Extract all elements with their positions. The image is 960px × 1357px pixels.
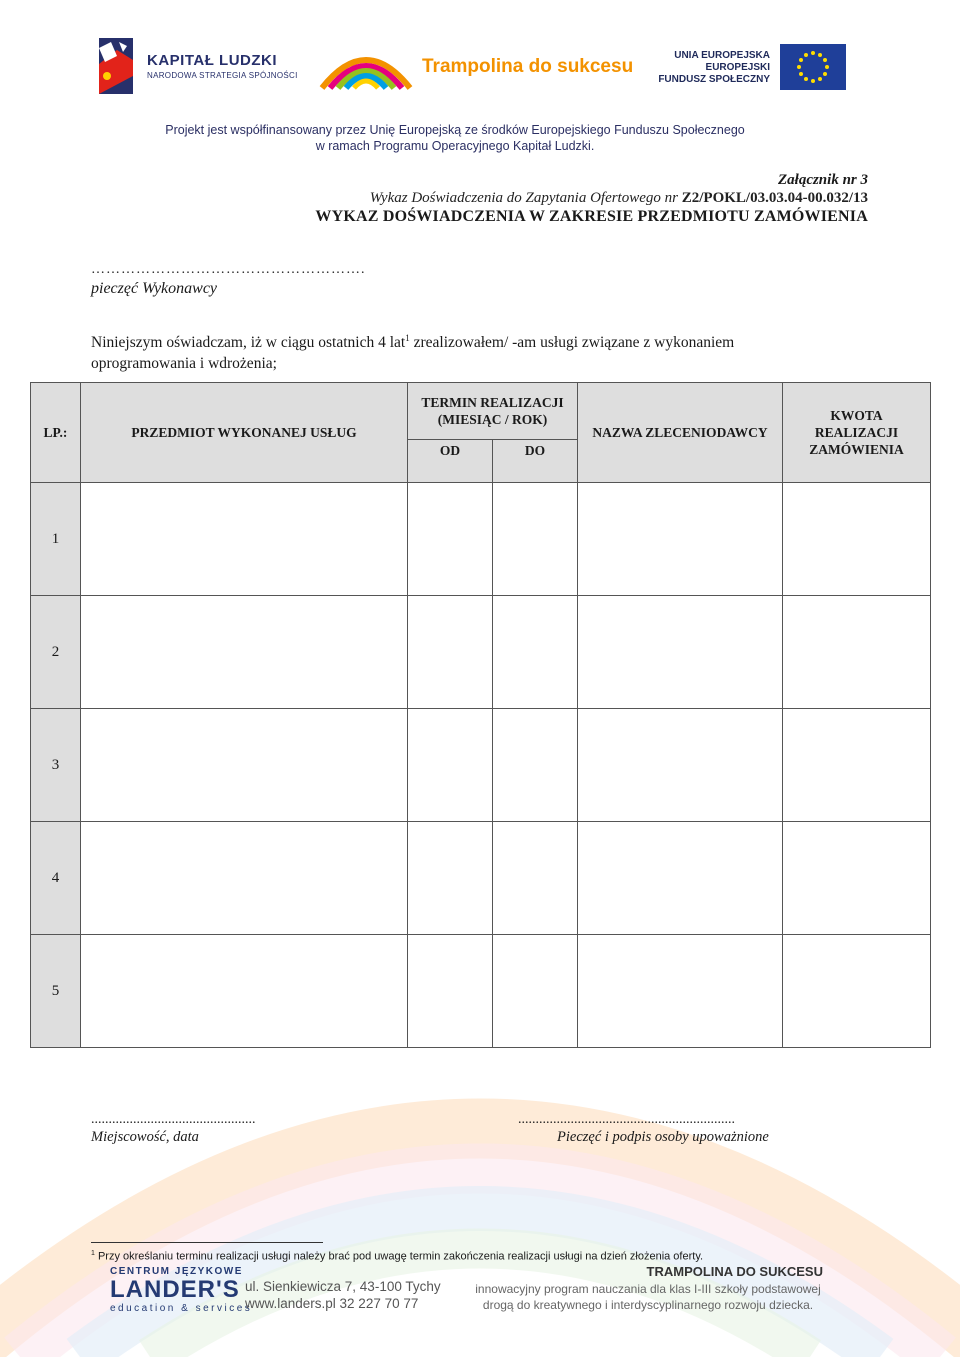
from-cell[interactable] bbox=[408, 935, 493, 1048]
landers-logo bbox=[110, 1266, 253, 1314]
landers-name: LANDER'S bbox=[110, 1276, 240, 1303]
footnote bbox=[91, 1250, 703, 1263]
annex-label: Załącznik nr 3 bbox=[777, 172, 868, 188]
intro-text-start: Niniejszym oświadczam, iż w ciągu ostatnich 4 lat bbox=[91, 334, 406, 352]
subject-cell[interactable] bbox=[81, 822, 408, 935]
from-cell[interactable] bbox=[408, 822, 493, 935]
row-number: 1 bbox=[31, 483, 81, 596]
amount-cell[interactable] bbox=[783, 822, 931, 935]
cofinance-line-2: w ramach Programu Operacyjnego Kapitał Ludzki. bbox=[315, 139, 595, 153]
trampolina-footer-title: TRAMPOLINA DO SUKCESU bbox=[646, 1264, 823, 1279]
table-row bbox=[31, 935, 931, 1048]
from-cell[interactable] bbox=[408, 709, 493, 822]
contact-line: www.landers.pl 32 227 70 77 bbox=[245, 1296, 419, 1311]
inquiry-number: Z2/POKL/03.03.04-00.032/13 bbox=[681, 190, 868, 206]
stamp-label: pieczęć Wykonawcy bbox=[91, 280, 218, 297]
header-subject: PRZEDMIOT WYKONANEJ USŁUG bbox=[81, 383, 408, 483]
footnote-text: Przy określaniu terminu realizacji usługi należy brać pod uwagę termin zakończenia realizacji usługi na dzień złożenia oferty. bbox=[94, 1250, 704, 1263]
eu-line-1: UNIA EUROPEJSKA bbox=[674, 50, 770, 61]
table-header-row bbox=[31, 383, 931, 440]
subject-cell[interactable] bbox=[81, 709, 408, 822]
address-line: ul. Sienkiewicza 7, 43-100 Tychy bbox=[245, 1279, 441, 1294]
eu-logo bbox=[650, 44, 846, 92]
header-amount: KWOTA REALIZACJI ZAMÓWIENIA bbox=[783, 383, 931, 483]
eu-line-2: EUROPEJSKI bbox=[705, 62, 770, 73]
trampolina-footer-line-2: drogą do kreatywnego i interdyscyplinarnego rozwoju dziecka. bbox=[482, 1298, 814, 1312]
landers-centrum: CENTRUM JĘZYKOWE bbox=[110, 1266, 243, 1277]
amount-cell[interactable] bbox=[783, 709, 931, 822]
client-cell[interactable] bbox=[578, 483, 783, 596]
to-cell[interactable] bbox=[493, 935, 578, 1048]
cofinance-note bbox=[120, 122, 790, 154]
kapital-ludzki-title: KAPITAŁ LUDZKI bbox=[147, 52, 278, 69]
header-lp: LP.: bbox=[31, 383, 81, 483]
place-date-dots: ............................................... bbox=[91, 1112, 256, 1127]
rainbow-umbrella-icon bbox=[318, 40, 414, 92]
intro-paragraph bbox=[91, 328, 791, 374]
row-number: 5 bbox=[31, 935, 81, 1048]
amount-cell[interactable] bbox=[783, 596, 931, 709]
signature-dots: .............................................................. bbox=[518, 1112, 735, 1127]
eu-line-3: FUNDUSZ SPOŁECZNY bbox=[658, 74, 770, 85]
trampolina-footer-line-1: innowacyjny program nauczania dla klas I-III szkoły podstawowej bbox=[475, 1282, 821, 1296]
header-client: NAZWA ZLECENIODAWCY bbox=[578, 383, 783, 483]
footnote-marker: 1 bbox=[91, 1250, 95, 1257]
inquiry-prefix: Wykaz Doświadczenia do Zapytania Ofertowego nr bbox=[369, 190, 682, 206]
intro-text-end: zrealizowałem/ -am usługi związane z wykonaniem oprogramowania i wdrożenia; bbox=[91, 334, 735, 373]
subject-cell[interactable] bbox=[81, 596, 408, 709]
landers-address bbox=[245, 1278, 441, 1312]
to-cell[interactable] bbox=[493, 822, 578, 935]
signature-label: Pieczęć i podpis osoby upoważnione bbox=[557, 1129, 769, 1145]
table-row bbox=[31, 709, 931, 822]
client-cell[interactable] bbox=[578, 709, 783, 822]
eu-flag-icon bbox=[780, 44, 846, 90]
footnote-ref: 1 bbox=[405, 333, 410, 343]
eu-text bbox=[658, 50, 770, 86]
cofinance-line-1: Projekt jest współfinansowany przez Unię Europejską ze środków Europejskiego Funduszu Społecznego bbox=[165, 123, 745, 137]
header-to: DO bbox=[493, 440, 578, 483]
from-cell[interactable] bbox=[408, 596, 493, 709]
subject-cell[interactable] bbox=[81, 935, 408, 1048]
header-term: TERMIN REALIZACJI (MIESIĄC / ROK) bbox=[408, 383, 578, 440]
client-cell[interactable] bbox=[578, 935, 783, 1048]
inquiry-reference bbox=[370, 190, 868, 207]
to-cell[interactable] bbox=[493, 709, 578, 822]
table-row bbox=[31, 483, 931, 596]
row-number: 3 bbox=[31, 709, 81, 822]
page-title: WYKAZ DOŚWIADCZENIA W ZAKRESIE PRZEDMIOTU ZAMÓWIENIA bbox=[315, 208, 868, 225]
landers-tagline: education & services bbox=[110, 1303, 253, 1314]
subject-cell[interactable] bbox=[81, 483, 408, 596]
trampolina-logo bbox=[318, 40, 638, 92]
table-row bbox=[31, 596, 931, 709]
experience-table bbox=[30, 382, 931, 1048]
amount-cell[interactable] bbox=[783, 483, 931, 596]
footnote-divider bbox=[91, 1242, 323, 1243]
header-from: OD bbox=[408, 440, 493, 483]
to-cell[interactable] bbox=[493, 596, 578, 709]
stamp-dots: ………………………………………………. bbox=[91, 262, 366, 277]
place-date-label: Miejscowość, data bbox=[91, 1129, 199, 1145]
row-number: 4 bbox=[31, 822, 81, 935]
from-cell[interactable] bbox=[408, 483, 493, 596]
table-row bbox=[31, 822, 931, 935]
row-number: 2 bbox=[31, 596, 81, 709]
client-cell[interactable] bbox=[578, 596, 783, 709]
kapital-ludzki-subtitle: NARODOWA STRATEGIA SPÓJNOŚCI bbox=[147, 71, 298, 80]
kapital-ludzki-logo bbox=[97, 36, 298, 96]
kapital-ludzki-icon bbox=[97, 36, 137, 96]
client-cell[interactable] bbox=[578, 822, 783, 935]
to-cell[interactable] bbox=[493, 483, 578, 596]
amount-cell[interactable] bbox=[783, 935, 931, 1048]
trampolina-footer-desc bbox=[468, 1281, 828, 1313]
trampolina-name: Trampolina do sukcesu bbox=[422, 56, 634, 77]
